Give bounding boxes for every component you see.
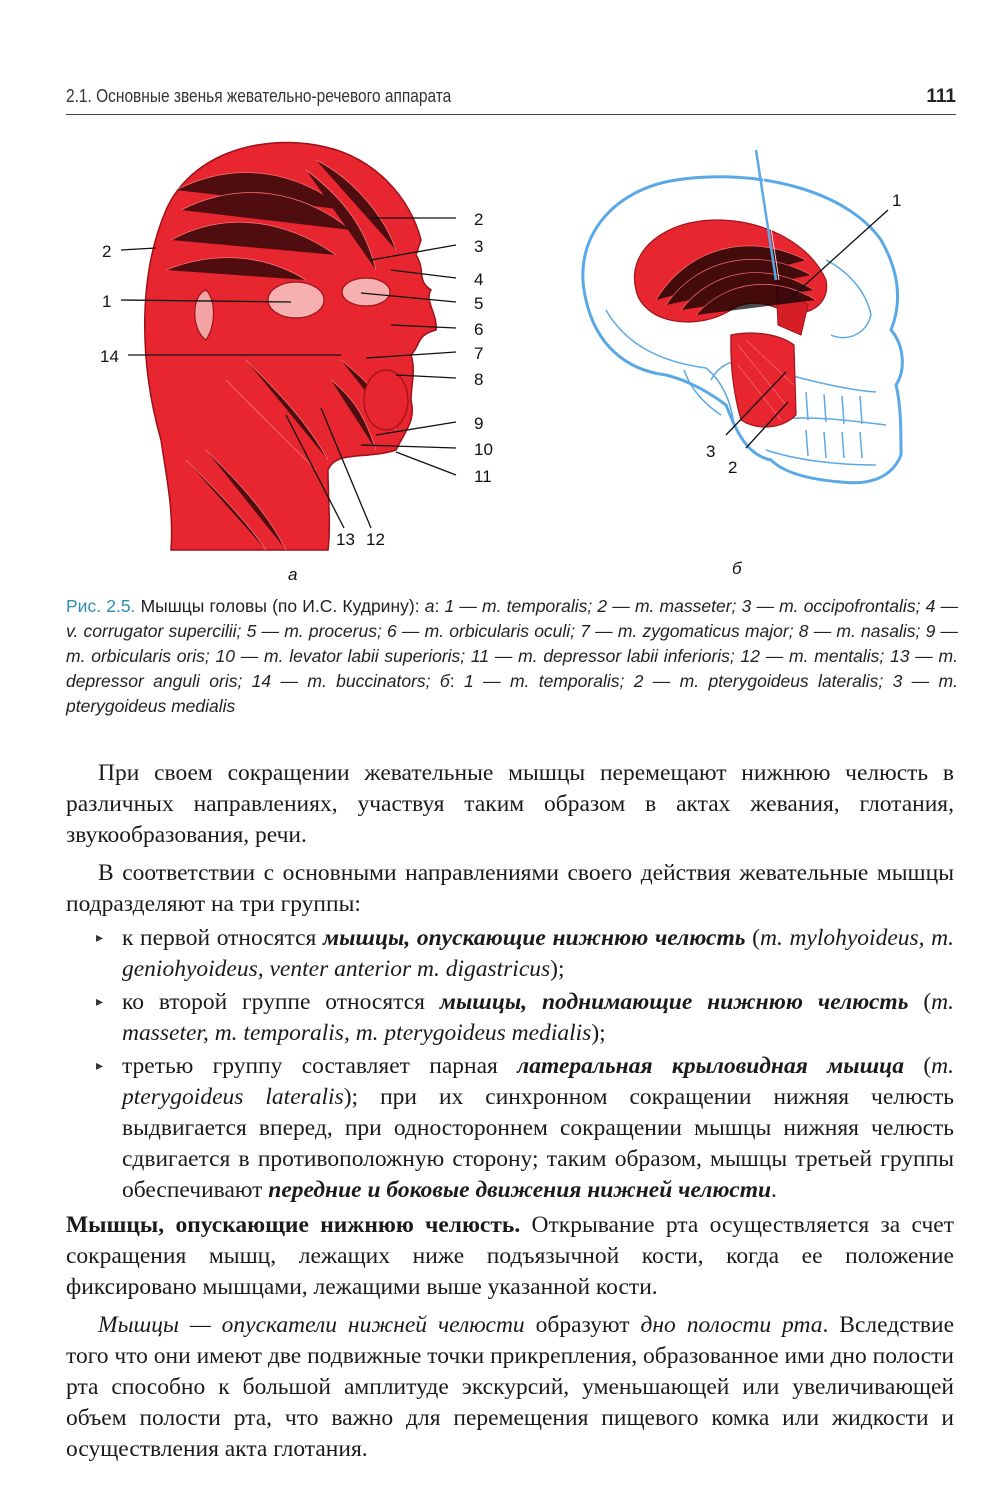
paragraph-3 <box>66 1210 954 1303</box>
list-item-bold: мышцы, опускающие нижнюю челюсть <box>323 925 746 951</box>
label-right-6: 6 <box>474 320 484 339</box>
label-left-1: 1 <box>102 292 112 311</box>
label-right-2: 2 <box>474 210 484 229</box>
paragraph-4-text: . Вследствие того что они имеют две подвижные точки прикрепления, образованное ими дно полости рта способно к большой амплитуде экскурсий, уменьшающей или увеличивающей объем полости рта, что важно для перемещения пищевого комка или жидкости и осуществления акта глотания. <box>66 1312 955 1462</box>
list-item-text: к первой относятся <box>122 925 317 951</box>
list-item-bold: мышцы, поднимающие нижнюю челюсть <box>439 989 909 1015</box>
figure-caption: Рис. 2.5. Мышцы головы (по И.С. Кудрину): а: 1 — m. temporalis; 2 — m. masseter; 3 — m. occipofrontalis; 4 — v. corrugator supercilii; 5 — m. procerus; 6 — m. orbicularis oculi; 7 — m. zygomaticus major; 8 — m. nasalis; 9 — m. orbicularis oris; 10 — m. levator labii superioris; 11 — m. depressor labii inferioris; 12 — m. mentalis; 13 — m. depressor anguli oris; 14 — m. buccinators; б: 1 — m. temporalis; 2 — m. pterygoideus lateralis; 3 — m. pterygoideus medialis <box>66 596 958 716</box>
label-bottom-13: 13 <box>336 530 355 549</box>
label-right-11: 11 <box>474 467 492 486</box>
list-item-text: третью группу составляет парная <box>122 1053 498 1079</box>
paren-open: ( <box>923 1053 932 1079</box>
caption-a-marker: а <box>424 596 435 616</box>
bullet-icon: ▸ <box>96 994 104 1010</box>
label-bottom-12: 12 <box>366 530 385 549</box>
label-right-10: 10 <box>474 440 493 459</box>
panel-b-marker: б <box>732 559 742 578</box>
figure-illustration <box>66 130 956 585</box>
skull-label-1: 1 <box>892 191 902 210</box>
paragraph-4-italic-2: дно полости рта <box>640 1312 823 1338</box>
list-item <box>96 987 955 1049</box>
paren-open: ( <box>923 989 932 1015</box>
label-left-14: 14 <box>100 347 119 366</box>
list-item-end: . <box>771 1177 777 1203</box>
running-title: 2.1. Основные звенья жевательно-речевого аппарата <box>66 86 452 106</box>
paragraph-4 <box>66 1310 954 1465</box>
head-muscles-drawing <box>145 143 436 550</box>
latin-terms: m. mylohyoideus, m. geniohyoideus, venter anterior m. digastricus <box>122 925 955 982</box>
list-item-bold-2: передние и боковые движения нижней челюсти <box>268 1177 772 1203</box>
caption-b-marker: б <box>439 671 450 691</box>
skull-muscles-drawing <box>583 150 902 483</box>
bullet-icon: ▸ <box>96 1058 104 1074</box>
paragraph-4-mid: образуют <box>535 1312 630 1338</box>
body-text <box>66 758 954 1472</box>
caption-b-items: 1 — m. temporalis; 2 — m. pterygoideus lateralis; 3 — m. pterygoideus medialis <box>66 671 958 716</box>
paragraph-1: При своем сокращении жевательные мышцы перемещают нижнюю челюсть в различных направлениях, участвуя таким образом в актах жевания, глотания, звукообразования, речи. <box>66 760 954 848</box>
page-number: 111 <box>926 86 956 107</box>
list-item-text-continued: ); при их синхронном сокращении нижняя челюсть выдвигается вперед, при одностороннем сокращении мышцы нижняя челюсть сдвигается в противоположную сторону; таким образом, мышцы третьей группы обеспечивают <box>122 1084 955 1203</box>
figure-2-5 <box>66 130 956 585</box>
label-right-4: 4 <box>474 270 484 289</box>
caption-intro: Мышцы головы (по И.С. Кудрину): <box>140 596 420 616</box>
label-right-9: 9 <box>474 414 484 433</box>
list-item-text: ко второй группе относятся <box>122 989 425 1015</box>
caption-a-items: 1 — m. temporalis; 2 — m. masseter; 3 — m. occipofrontalis; 4 — v. corrugator supercilii; 5 — m. procerus; 6 — m. orbicularis oculi; 7 — m. zygomaticus major; 8 — m. nasalis; 9 — m. orbicularis oris; 10 — m. levator labii superioris; 11 — m. depressor labii inferioris; 12 — m. mentalis; 13 — m. depressor anguli oris; 14 — m. buccinators; <box>66 596 958 691</box>
label-right-8: 8 <box>474 370 484 389</box>
muscle-groups-list <box>66 923 954 1206</box>
figure-label: Рис. 2.5. <box>66 596 136 616</box>
section-heading: Мышцы, опускающие нижнюю челюсть. <box>66 1212 521 1238</box>
label-left-2: 2 <box>102 242 112 261</box>
bullet-icon: ▸ <box>96 930 104 946</box>
skull-label-3: 3 <box>706 442 716 461</box>
paragraph-3-text: Открывание рта осуществляется за счет сокращения мышц, лежащих ниже подъязычной кости, когда ее положение фиксировано мышцами, лежащими выше указанной кости. <box>66 1212 955 1300</box>
paragraph-2: В соответствии с основными направлениями своего действия жевательные мышцы подразделяют на три группы: <box>66 860 954 917</box>
paren-open: ( <box>752 925 760 951</box>
list-item <box>96 923 955 985</box>
paragraph-4-italic-1: Мышцы — опускатели нижней челюсти <box>98 1312 525 1338</box>
label-right-7: 7 <box>474 344 484 363</box>
label-right-5: 5 <box>474 294 484 313</box>
latin-terms: m. masseter, m. temporalis, m. pterygoideus medialis <box>122 989 955 1046</box>
list-item-bold: латеральная крыловидная мышца <box>517 1053 904 1079</box>
page-header <box>66 80 956 115</box>
skull-label-2: 2 <box>728 458 738 477</box>
panel-a-marker: а <box>288 565 298 584</box>
paren-close: ); <box>550 956 565 982</box>
latin-terms: m. pterygoideus lateralis <box>122 1053 955 1110</box>
list-item <box>96 1051 955 1206</box>
label-right-3: 3 <box>474 237 484 256</box>
paren-close: ); <box>591 1020 606 1046</box>
